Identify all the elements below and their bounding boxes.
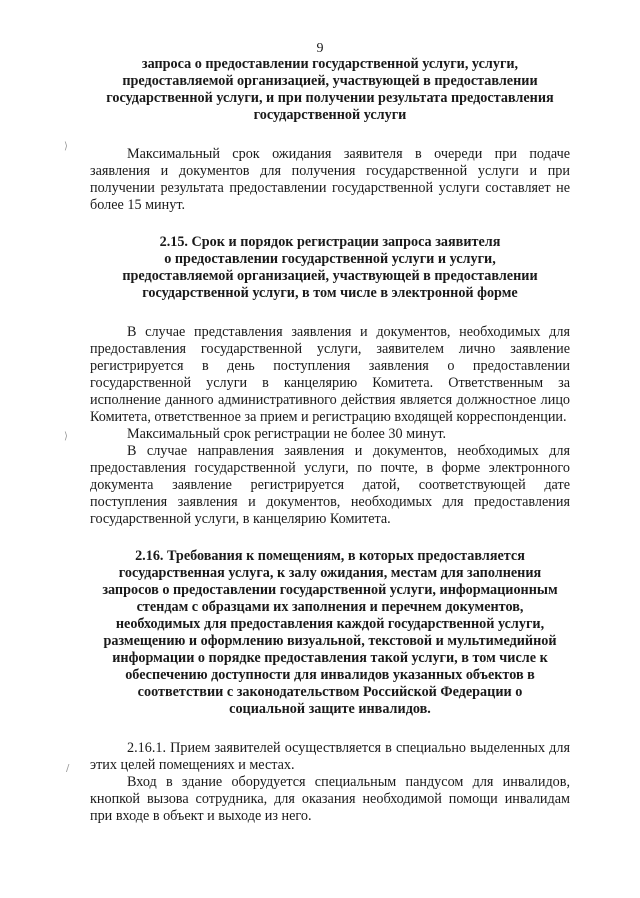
intro-heading bbox=[90, 56, 570, 124]
heading-line: информации о порядке предоставления такой услуги, в том числе к bbox=[112, 650, 548, 666]
document-body bbox=[90, 56, 570, 825]
heading-line: государственная услуга, к залу ожидания, местам для заполнения bbox=[118, 565, 542, 581]
heading-line: стендам с образцами их заполнения и перечнем документов, bbox=[136, 599, 524, 615]
heading-line: обеспечению доступности для инвалидов указанных объектов в bbox=[125, 667, 535, 683]
heading-line: предоставляемой организацией, участвующей в предоставлении bbox=[122, 73, 538, 89]
section-2-16-paragraph: Вход в здание оборудуется специальным пандусом для инвалидов, кнопкой вызова сотрудника, для оказания необходимой помощи инвалидам при входе в объект и выходе из него. bbox=[90, 774, 570, 824]
section-2-16-heading bbox=[90, 548, 570, 718]
section-2-15-paragraph: Максимальный срок регистрации не более 30 минут. bbox=[127, 426, 447, 442]
margin-scan-mark: ⟩ bbox=[64, 141, 68, 152]
section-2-15-paragraph: В случае представления заявления и документов, необходимых для предоставления государственной услуги, заявителем лично заявление регистрируется в день поступления заявления о предоставлении государственной услуги в канцелярию Комитета. Ответственным за исполнение данного административного действия является должностное лицо Комитета, ответственное за прием и регистрацию входящей корреспонденции. bbox=[90, 324, 570, 425]
heading-line: предоставляемой организацией, участвующей в предоставлении bbox=[122, 268, 538, 284]
heading-line: размещению и оформлению визуальной, текстовой и мультимедийной bbox=[103, 633, 557, 649]
section-2-15-heading bbox=[90, 234, 570, 302]
intro-paragraph: Максимальный срок ожидания заявителя в очереди при подаче заявления и документов для получения государственной услуги и при получении результата предоставлении государственной услуги составляет не более 15 минут. bbox=[90, 146, 570, 213]
margin-scan-mark: / bbox=[66, 763, 70, 774]
margin-scan-mark: ⟩ bbox=[64, 431, 68, 442]
section-2-15-paragraph: В случае направления заявления и документов, необходимых для предоставления государственной услуги, по почте, в форме электронного документа заявление регистрируется датой, соответствующей дате поступления заявления и документов, необходимых для предоставления государственной услуги, в канцелярию Комитета. bbox=[90, 443, 570, 527]
heading-line: соответствии с законодательством Российской Федерации о bbox=[137, 684, 523, 700]
page-number: 9 bbox=[316, 41, 324, 56]
heading-line: государственной услуги, в том числе в электронной форме bbox=[142, 285, 518, 301]
heading-line: 2.15. Срок и порядок регистрации запроса заявителя bbox=[159, 234, 501, 250]
section-2-16-paragraph: 2.16.1. Прием заявителей осуществляется в специально выделенных для этих целей помещениях и местах. bbox=[90, 740, 570, 773]
heading-line: 2.16. Требования к помещениям, в которых предоставляется bbox=[135, 548, 525, 564]
heading-line: социальной защите инвалидов. bbox=[229, 701, 431, 717]
heading-line: запроса о предоставлении государственной услуги, услуги, bbox=[141, 56, 519, 72]
heading-line: о предоставлении государственной услуги и услуги, bbox=[164, 251, 496, 267]
heading-line: необходимых для предоставления каждой государственной услуги, bbox=[115, 616, 545, 632]
heading-line: государственной услуги bbox=[253, 107, 407, 123]
heading-line: государственной услуги, и при получении результата предоставления bbox=[106, 90, 554, 106]
heading-line: запросов о предоставлении государственной услуги, информационным bbox=[102, 582, 558, 598]
